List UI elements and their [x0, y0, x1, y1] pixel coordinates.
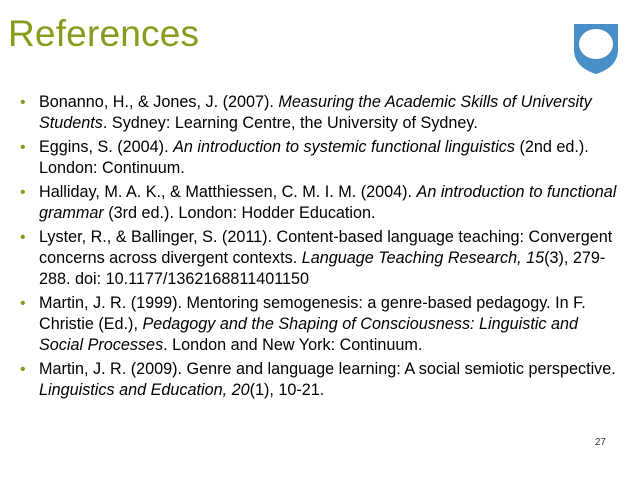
bullet-icon: •	[20, 229, 26, 246]
slide-title: References	[8, 13, 200, 54]
bullet-icon: •	[20, 361, 26, 378]
reference-text: Eggins, S. (2004).	[39, 138, 174, 156]
reference-text: . Sydney: Learning Centre, the University of Sydney.	[102, 114, 478, 132]
reference-italic-text: An introduction to functional grammar	[39, 183, 617, 222]
reference-item	[18, 182, 618, 224]
reference-italic-text: Measuring the Academic Skills of University Students	[39, 93, 592, 132]
reference-italic-text: Language Teaching Research, 15	[301, 249, 545, 267]
reference-item	[18, 359, 618, 401]
reference-italic-text: An introduction to systemic functional linguistics	[173, 138, 515, 156]
reference-text: Bonanno, H., & Jones, J. (2007).	[39, 93, 279, 111]
bullet-icon: •	[20, 139, 26, 156]
reference-list	[18, 92, 618, 404]
reference-item	[18, 227, 618, 290]
reference-text: (1), 10-21.	[249, 381, 325, 399]
reference-text: Halliday, M. A. K., & Matthiessen, C. M. I. M. (2004).	[39, 183, 417, 201]
reference-text: (3), 279-288. doi: 10.1177/1362168811401150	[39, 249, 606, 288]
bullet-icon: •	[20, 94, 26, 111]
reference-item	[18, 293, 618, 356]
reference-text: . London and New York: Continuum.	[163, 336, 423, 354]
bullet-icon: •	[20, 295, 26, 312]
reference-item	[18, 92, 618, 134]
reference-text: (3rd ed.). London: Hodder Education.	[103, 204, 376, 222]
bullet-icon: •	[20, 184, 26, 201]
reference-text: (2nd ed.). London: Continuum.	[39, 138, 589, 177]
page-number: 27	[594, 437, 606, 448]
open-university-shield-icon	[570, 20, 622, 76]
reference-italic-text: Linguistics and Education, 20	[39, 381, 250, 399]
reference-italic-text: Pedagogy and the Shaping of Consciousness: Linguistic and Social Processes	[39, 315, 579, 354]
reference-item	[18, 137, 618, 179]
reference-text: Martin, J. R. (1999). Mentoring semogenesis: a genre-based pedagogy. In F. Christie (Ed.),	[39, 294, 586, 333]
reference-text: Lyster, R., & Ballinger, S. (2011). Content-based language teaching: Convergent concerns across divergent contexts.	[39, 228, 613, 267]
reference-text: Martin, J. R. (2009). Genre and language learning: A social semiotic perspective.	[39, 360, 616, 378]
